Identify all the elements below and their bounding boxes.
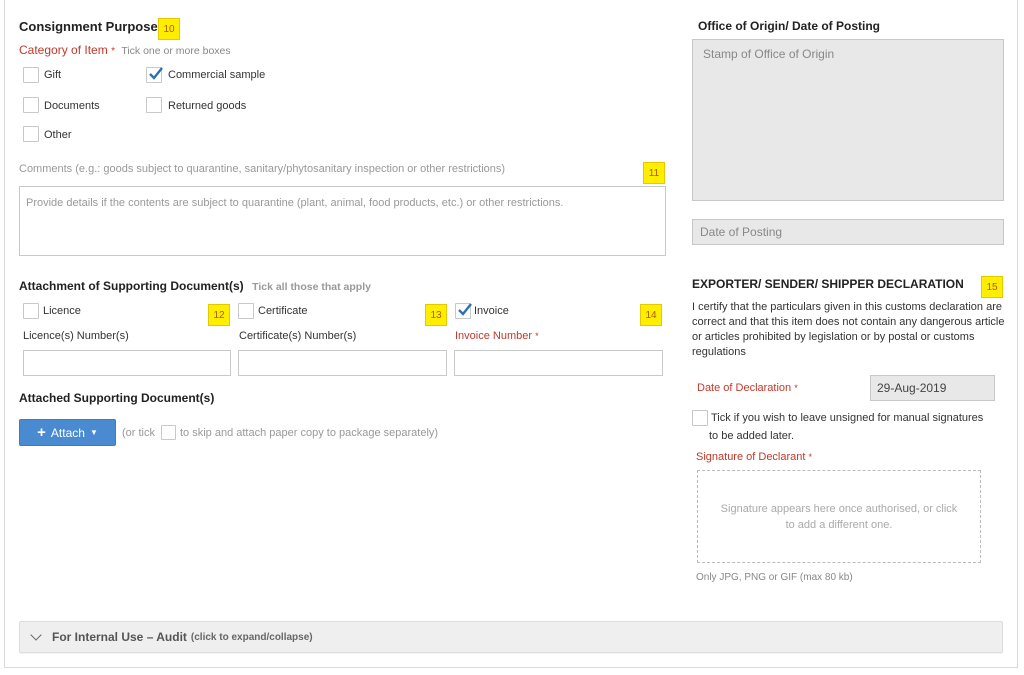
attachment-title: Attachment of Supporting Document(s) bbox=[19, 279, 244, 293]
date-of-declaration-field[interactable] bbox=[870, 375, 995, 401]
signature-placeholder: Signature appears here once authorised, or click to add a different one. bbox=[720, 502, 958, 531]
section-badge-11: 11 bbox=[643, 162, 665, 184]
required-mark: * bbox=[808, 452, 813, 462]
comments-placeholder: Provide details if the contents are subject to quarantine (plant, animal, food products, etc.) or other restrictions. bbox=[26, 197, 564, 209]
internal-audit-toggle[interactable] bbox=[19, 621, 1003, 653]
licence-label: Licence bbox=[43, 305, 81, 317]
attachment-hint: Tick all those that apply bbox=[252, 281, 371, 293]
certificate-checkbox[interactable] bbox=[238, 303, 254, 319]
signature-label: Signature of Declarant bbox=[696, 451, 806, 463]
required-mark: * bbox=[111, 46, 115, 57]
caret-down-icon: ▼ bbox=[89, 428, 98, 437]
skip-attach-checkbox[interactable] bbox=[161, 425, 176, 440]
attachment-header bbox=[19, 277, 371, 295]
section-badge-12: 12 bbox=[208, 304, 230, 326]
audit-title: For Internal Use – Audit bbox=[52, 630, 187, 644]
file-type-hint: Only JPG, PNG or GIF (max 80 kb) bbox=[696, 572, 853, 583]
stamp-placeholder: Stamp of Office of Origin bbox=[703, 47, 835, 61]
returned-goods-label: Returned goods bbox=[168, 100, 247, 112]
checkmark-icon bbox=[148, 66, 164, 82]
leave-unsigned-checkbox[interactable] bbox=[692, 410, 708, 426]
comments-textarea[interactable] bbox=[19, 186, 666, 256]
skip-attach-prefix: (or tick bbox=[122, 427, 155, 439]
signature-label-row bbox=[696, 451, 812, 463]
date-of-posting-placeholder: Date of Posting bbox=[700, 225, 783, 239]
attach-button-label: Attach bbox=[50, 425, 85, 440]
skip-attach-suffix: to skip and attach paper copy to package separately) bbox=[180, 427, 439, 439]
documents-label: Documents bbox=[44, 100, 100, 112]
leave-unsigned-label-line1: Tick if you wish to leave unsigned for manual signatures bbox=[711, 412, 984, 424]
documents-checkbox[interactable] bbox=[23, 97, 39, 113]
date-of-posting-field[interactable] bbox=[692, 219, 1004, 245]
date-of-declaration-label: Date of Declaration bbox=[697, 382, 792, 394]
licence-number-label: Licence(s) Number(s) bbox=[23, 330, 129, 342]
plus-icon: + bbox=[37, 424, 46, 441]
licence-number-input[interactable] bbox=[23, 350, 231, 376]
commercial-sample-checkbox[interactable] bbox=[146, 67, 162, 83]
office-of-origin-title: Office of Origin/ Date of Posting bbox=[698, 19, 881, 33]
attach-button[interactable] bbox=[19, 419, 116, 446]
declaration-title: EXPORTER/ SENDER/ SHIPPER DECLARATION bbox=[692, 277, 964, 291]
invoice-number-label-row bbox=[455, 330, 539, 342]
gift-label: Gift bbox=[44, 69, 62, 81]
invoice-checkbox[interactable] bbox=[455, 303, 471, 319]
required-mark: * bbox=[535, 331, 539, 341]
category-hint: Tick one or more boxes bbox=[121, 45, 231, 57]
certificate-number-input[interactable] bbox=[238, 350, 447, 376]
section-badge-10: 10 bbox=[158, 18, 180, 40]
invoice-label: Invoice bbox=[474, 305, 509, 317]
invoice-number-input[interactable] bbox=[454, 350, 663, 376]
other-label: Other bbox=[44, 129, 72, 141]
gift-checkbox[interactable] bbox=[23, 67, 39, 83]
declaration-text: I certify that the particulars given in this customs declaration are correct and that this item does not contain any dangerous article or articles prohibited by legislation or by postal or customs regulations bbox=[692, 301, 1005, 358]
comments-label: Comments (e.g.: goods subject to quarantine, sanitary/phytosanitary inspection or other restrictions) bbox=[19, 163, 506, 175]
returned-goods-checkbox[interactable] bbox=[146, 97, 162, 113]
licence-checkbox[interactable] bbox=[23, 303, 39, 319]
certificate-number-label: Certificate(s) Number(s) bbox=[239, 330, 357, 342]
invoice-number-label: Invoice Number bbox=[455, 330, 533, 342]
leave-unsigned-label-line2: to be added later. bbox=[709, 430, 795, 442]
date-of-declaration-value: 29-Aug-2019 bbox=[877, 381, 947, 395]
required-mark: * bbox=[794, 383, 798, 393]
attached-documents-title: Attached Supporting Document(s) bbox=[19, 391, 215, 405]
commercial-sample-label: Commercial sample bbox=[168, 69, 266, 81]
checkmark-icon bbox=[457, 302, 473, 318]
signature-area[interactable] bbox=[697, 470, 981, 563]
certificate-label: Certificate bbox=[258, 305, 308, 317]
section-badge-13: 13 bbox=[425, 304, 447, 326]
date-of-declaration-label-row bbox=[697, 382, 798, 394]
consignment-purpose-title: Consignment Purpose bbox=[19, 19, 158, 34]
chevron-down-icon bbox=[30, 629, 41, 640]
other-checkbox[interactable] bbox=[23, 126, 39, 142]
stamp-of-office-field[interactable] bbox=[692, 39, 1004, 201]
category-of-item-label: Category of Item bbox=[19, 43, 108, 57]
audit-hint: (click to expand/collapse) bbox=[190, 631, 313, 643]
section-badge-15: 15 bbox=[981, 276, 1003, 298]
section-badge-14: 14 bbox=[640, 304, 662, 326]
category-of-item-row bbox=[19, 43, 231, 57]
